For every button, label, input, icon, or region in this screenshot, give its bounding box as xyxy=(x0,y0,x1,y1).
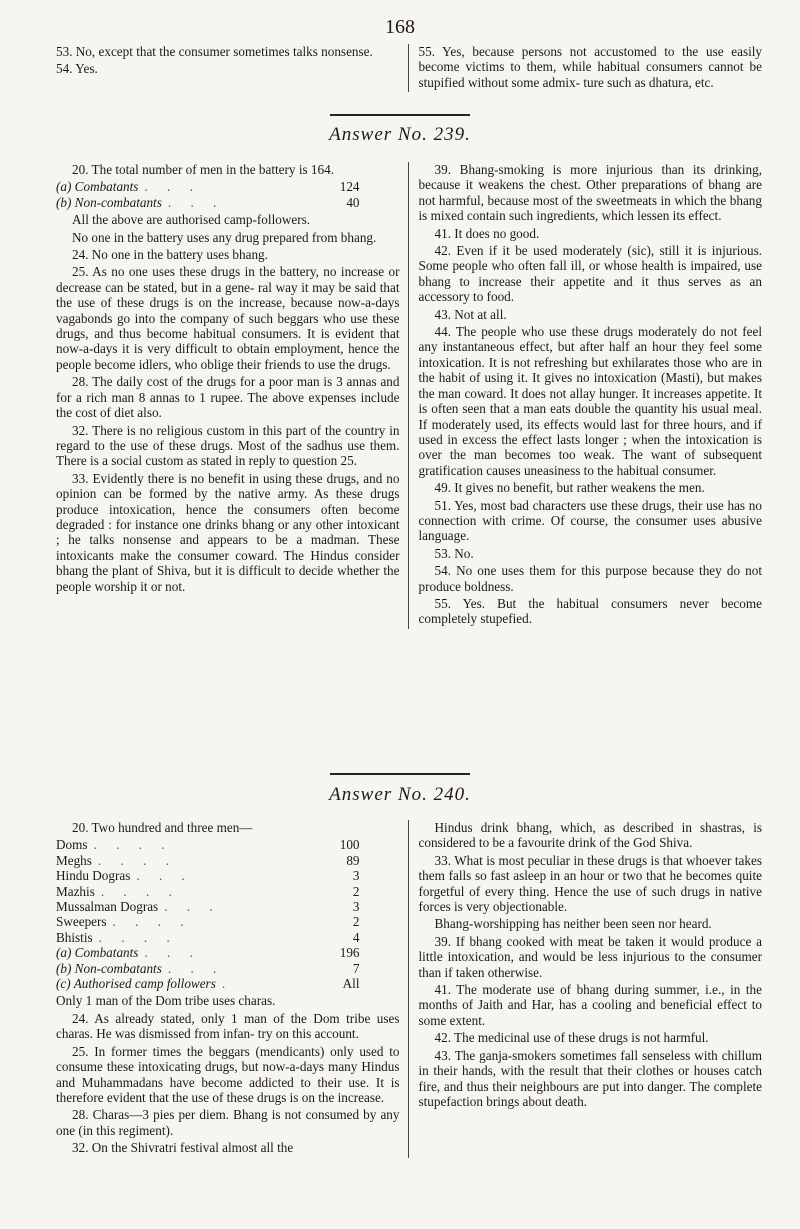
paragraph: 53. No, except that the consumer sometimes talks nonsense. xyxy=(56,44,373,59)
paragraph: 49. It gives no benefit, but rather weakens the men. xyxy=(434,480,705,496)
table-row xyxy=(56,868,400,883)
table-value: 4 xyxy=(352,929,360,945)
table-row xyxy=(56,961,400,976)
table-label: (b) Non-combatants . . . xyxy=(56,194,225,210)
paragraph: Hindus drink bhang, which, as described in shastras, is considered to be a favourite drink of the God Shiva. xyxy=(418,820,762,851)
paragraph: 20. Two hundred and three men— xyxy=(72,820,253,835)
paragraph: 42. Even if it be used moderately (sic), still it is injurious. Some people who often fall ill, or whose health is impaired, use bhang to increase their appetite and it thus serves as an accessory to food. xyxy=(418,243,762,305)
paragraph: 32. There is no religious custom in this part of the country in regard to the use of these drugs. Most of the sadhus use them. There is a social custom as stated in reply to question 25. xyxy=(56,422,400,469)
table-row xyxy=(56,899,400,914)
paragraph: 33. Evidently there is no benefit in using these drugs, and no opinion can be formed by the native army. As these drugs produce intoxication, hence the consumers often become degraded : for instance one drinks bhang or any other intoxicant ; he talks nonsense and appears to be a madman. These intoxicants make the consumer coward. The Hindus consider bhang the plant of Shiva, but it is difficult to decide whether the people worship it or not. xyxy=(56,470,400,594)
paragraph: 24. As already stated, only 1 man of the Dom tribe uses charas. He was dismissed from infan- try on this account. xyxy=(56,1010,400,1042)
table-label: (b) Non-combatants . . . xyxy=(56,960,225,976)
paragraph: All the above are authorised camp-followers. xyxy=(72,212,311,228)
table-label: Meghs . . . . xyxy=(56,852,177,868)
paragraph: Bhang-worshipping has neither been seen nor heard. xyxy=(434,916,712,932)
page-number: 168 xyxy=(385,16,415,38)
table-row xyxy=(56,945,400,960)
table-value: 7 xyxy=(352,960,360,976)
section-240 xyxy=(56,820,762,1158)
section-240-left-column xyxy=(56,820,408,1158)
section-239-right-column xyxy=(408,162,763,629)
table-value: 124 xyxy=(339,179,360,195)
paragraph: 28. The daily cost of the drugs for a poor man is 3 annas and for a rich man 8 annas to 1 rupee. The above expenses include the cost of diet also. xyxy=(56,374,400,421)
paragraph: 41. It does no good. xyxy=(434,225,540,241)
paragraph: 25. As no one uses these drugs in the battery, no increase or decrease can be stated, but in a gene- ral way it may be said that the use of these drugs is on the increase, because now-a-days vagabonds go into the company of such beggars who use these drugs, and thus become habitual consumers. It is evident that now-a-days it is very difficult to obtain employment, hence the people become idlers, who oblige their friends to use the drugs. xyxy=(56,264,400,372)
table-label: Mazhis . . . . xyxy=(56,883,180,899)
paragraph: 20. The total number of men in the battery is 164. xyxy=(72,162,334,177)
paragraph: 54. Yes. xyxy=(56,61,98,77)
table-row xyxy=(56,914,400,929)
table-value: 3 xyxy=(352,868,360,884)
paragraph: 43. The ganja-smokers sometimes fall senseless with chillum in their hands, with the result that their clothes or houses catch fire, and thus their neighbours are put into danger. The complete stupefaction brings about death. xyxy=(418,1047,762,1109)
paragraph: 43. Not at all. xyxy=(434,306,507,322)
table-row xyxy=(56,853,400,868)
table-row xyxy=(56,930,400,945)
paragraph: No one in the battery uses any drug prepared from bhang. xyxy=(72,229,377,245)
paragraph: 54. No one uses them for this purpose because they do not produce boldness. xyxy=(418,563,762,594)
paragraph: 33. What is most peculiar in these drugs is that whoever takes them falls so fast asleep in an hour or two that he becomes quite forgetful of every thing. Hence the use of such drugs in native forces is very objectionable. xyxy=(418,852,762,915)
section-239 xyxy=(56,162,762,629)
table-row xyxy=(56,195,400,210)
section-heading-239: Answer No. 239. xyxy=(329,124,471,145)
divider xyxy=(330,773,470,775)
paragraph: 51. Yes, most bad characters use these drugs, their use has no connection with crime. Of course, the consumer uses abusive language. xyxy=(418,497,762,544)
table-value: 3 xyxy=(352,899,360,915)
table-label: Hindu Dogras . . . xyxy=(56,868,193,884)
paragraph: 44. The people who use these drugs moderately do not feel any instantaneous effect, but after half an hour they feel some intoxication. It is not refreshing but exhilarates those who are in the habit of using it. It gives no intoxication (Masti), but makes the man coward. It does not allay hunger. It increases appetite. It is often seen that a man eats double the quantity his usual meal. If moderately used, its effects would last for three hours, and if used in excess the effect lasts longer ; when the intoxication is over the man becomes too weak. The want of subsequent gratification causes uneasiness to the habitual consumer. xyxy=(418,324,762,478)
regiment-table xyxy=(56,837,400,991)
table-value: 2 xyxy=(352,883,360,899)
paragraph: 53. No. xyxy=(434,545,474,561)
battery-table xyxy=(56,179,400,210)
table-row xyxy=(56,179,400,194)
table-label: (a) Combatants . . . xyxy=(56,179,201,195)
top-right-column xyxy=(408,44,763,92)
table-value: 40 xyxy=(346,194,360,210)
paragraph: 41. The moderate use of bhang during summer, i.e., in the months of Jaith and Har, has a cooling and beneficial effect to some extent. xyxy=(418,982,762,1028)
paragraph: 55. Yes, because persons not accustomed to the use easily become victims to them, while habitual consumers cannot be stupified without some admix- ture such as dhatura, etc. xyxy=(418,44,762,90)
table-value: All xyxy=(342,976,360,992)
paragraph: 24. No one in the battery uses bhang. xyxy=(72,247,268,263)
table-row xyxy=(56,884,400,899)
table-value: 196 xyxy=(339,945,360,961)
table-label: (c) Authorised camp followers . xyxy=(56,976,234,992)
paragraph: 55. Yes. But the habitual consumers never become completely stupefied. xyxy=(418,595,762,627)
table-label: Mussalman Dogras . . . xyxy=(56,899,221,915)
section-240-right-column xyxy=(408,820,763,1158)
table-label: Doms . . . . xyxy=(56,837,173,853)
divider xyxy=(330,114,470,116)
table-value: 100 xyxy=(339,837,360,853)
paragraph: 28. Charas—3 pies per diem. Bhang is not consumed by any one (in this regiment). xyxy=(56,1107,400,1138)
top-continuation xyxy=(56,44,762,92)
paragraph: 32. On the Shivratri festival almost all the xyxy=(72,1140,294,1156)
table-row xyxy=(56,976,400,991)
section-heading-240: Answer No. 240. xyxy=(329,784,471,805)
paragraph: 39. Bhang-smoking is more injurious than its drinking, because it weakens the chest. Other preparations of bhang are not harmful, because most of the sweetmeats in which the bhang is mixed contain such ingredients, which lessen its effect. xyxy=(418,162,762,224)
paragraph: 42. The medicinal use of these drugs is not harmful. xyxy=(434,1030,709,1046)
paragraph: 25. In former times the beggars (mendicants) only used to consume these intoxicating drugs, but now-a-days many Hindus and Muhammadans have become addicted to their use. It is therefore evident that the use of these drugs is on the increase. xyxy=(56,1043,400,1105)
table-row xyxy=(56,837,400,852)
paragraph: 39. If bhang cooked with meat be taken it would produce a little intoxication, and would be less injurious to the consumer than if taken otherwise. xyxy=(418,933,762,980)
table-value: 89 xyxy=(346,852,360,868)
top-left-column xyxy=(56,44,408,92)
table-value: 2 xyxy=(352,914,360,930)
paragraph: Only 1 man of the Dom tribe uses charas. xyxy=(56,993,276,1009)
table-label: (a) Combatants . . . xyxy=(56,945,201,961)
table-label: Bhistis . . . . xyxy=(56,929,178,945)
table-label: Sweepers . . . . xyxy=(56,914,192,930)
section-239-left-column xyxy=(56,162,408,629)
